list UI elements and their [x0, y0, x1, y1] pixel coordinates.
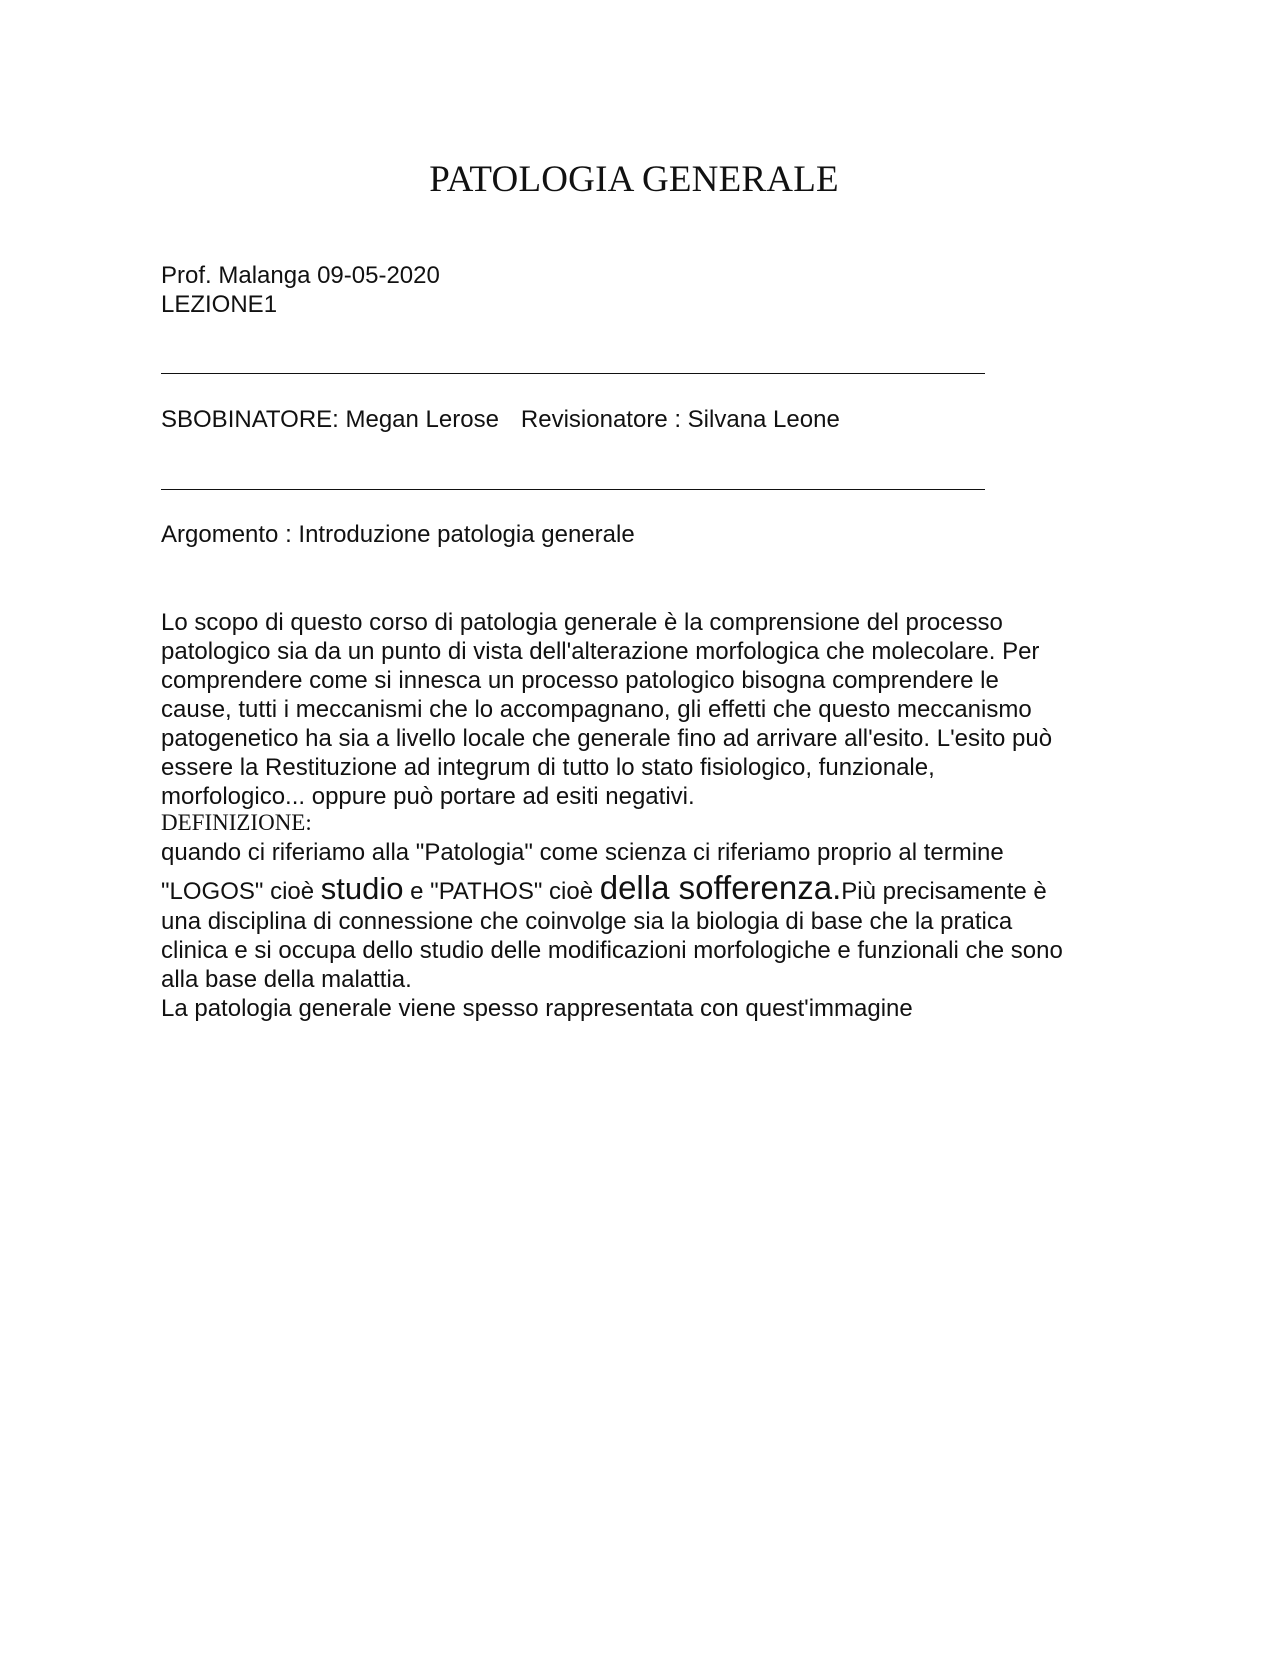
paragraph-line: Lo scopo di questo corso di patologia generale è la comprensione del processo	[161, 609, 1003, 636]
text-fragment: e "PATHOS" cioè	[403, 878, 600, 905]
paragraph-line-mixed-size	[161, 870, 1121, 910]
professor-date: Prof. Malanga 09-05-2020	[161, 262, 440, 289]
revisionatore-credit: Revisionatore : Silvana Leone	[520, 406, 840, 433]
lesson-number: LEZIONE1	[161, 291, 278, 318]
paragraph-line: alla base della malattia.	[161, 966, 412, 993]
emphasized-word-studio: studio	[320, 871, 404, 906]
text-fragment: Più precisamente è	[841, 878, 1047, 905]
definition-paragraph	[161, 838, 1121, 1023]
paragraph-line: comprendere come si innesca un processo patologico bisogna comprendere le	[161, 667, 999, 694]
paragraph-line: essere la Restituzione ad integrum di tutto lo stato fisiologico, funzionale,	[161, 754, 935, 781]
separator-line-top	[161, 373, 985, 374]
paragraph-line: patogenetico ha sia a livello locale che generale fino ad arrivare all'esito. L'esito può	[161, 725, 1053, 752]
paragraph-line: patologico sia da un punto di vista dell'alterazione morfologica che molecolare. Per	[161, 638, 1040, 665]
sbobinatore-credit: SBOBINATORE: Megan Lerose	[161, 406, 499, 433]
paragraph-line: La patologia generale viene spesso rappresentata con quest'immagine	[161, 995, 913, 1022]
topic-line: Argomento : Introduzione patologia generale	[161, 521, 635, 548]
paragraph-line: cause, tutti i meccanismi che lo accompagnano, gli effetti che questo meccanismo	[161, 696, 1032, 723]
paragraph-line: quando ci riferiamo alla "Patologia" come scienza ci riferiamo proprio al termine	[161, 839, 1004, 866]
separator-line-bottom	[161, 489, 985, 490]
emphasized-phrase-sofferenza: della sofferenza.	[599, 869, 842, 906]
paragraph-line: morfologico... oppure può portare ad esiti negativi.	[161, 783, 695, 810]
credits-line	[161, 405, 840, 434]
intro-paragraph	[161, 608, 1121, 811]
paragraph-line: una disciplina di connessione che coinvolge sia la biologia di base che la pratica	[161, 908, 1013, 935]
document-title: PATOLOGIA GENERALE	[429, 159, 839, 200]
paragraph-line: clinica e si occupa dello studio delle modificazioni morfologiche e funzionali che sono	[161, 937, 1063, 964]
text-fragment: "LOGOS" cioè	[161, 878, 321, 905]
definition-heading: DEFINIZIONE:	[161, 810, 312, 835]
